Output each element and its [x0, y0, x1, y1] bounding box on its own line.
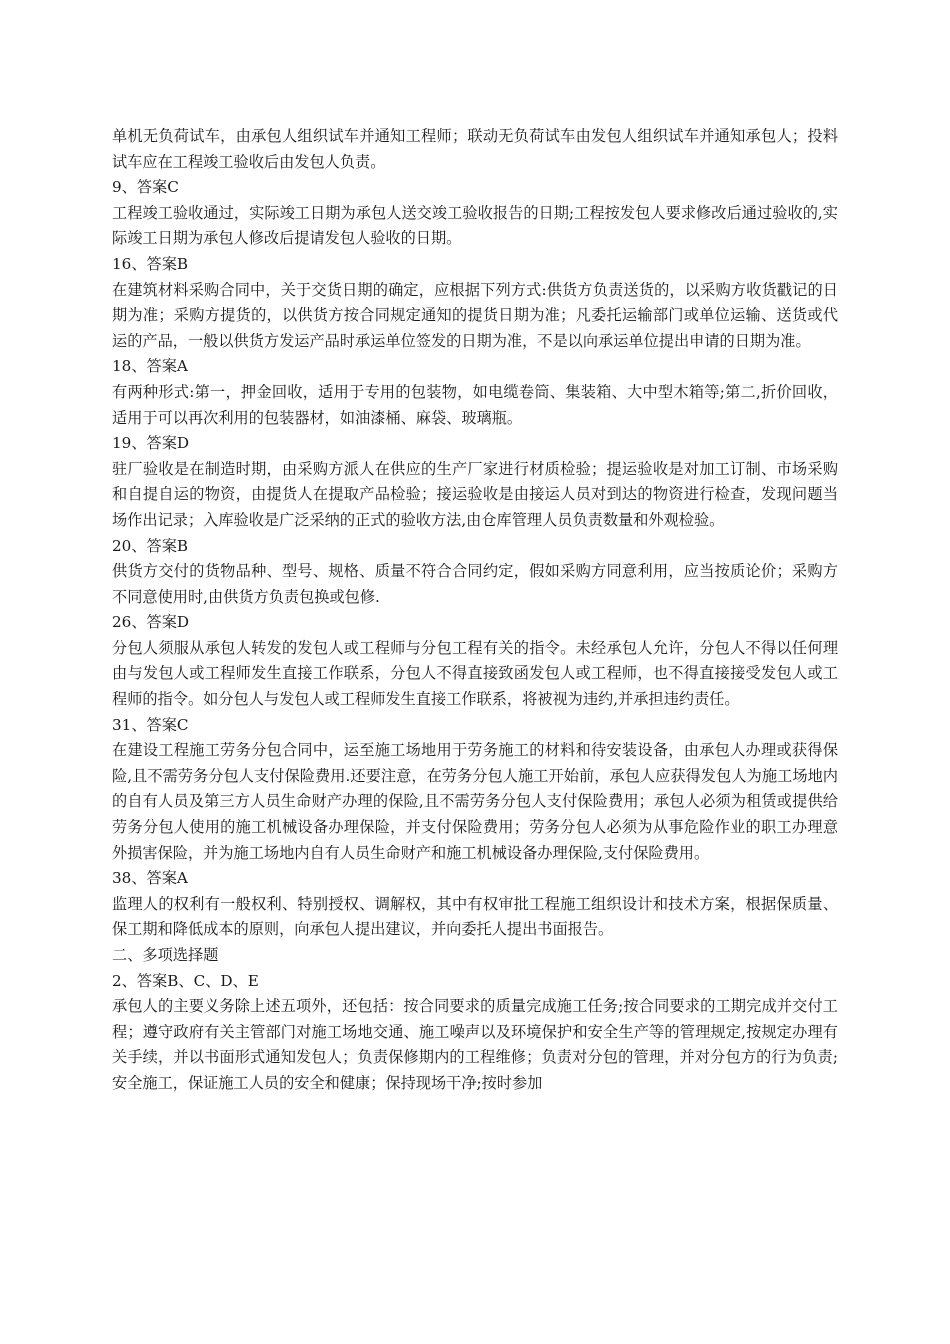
answer-heading: 26、答案D [112, 613, 190, 632]
answer-paragraph: 工程竣工验收通过，实际竣工日期为承包人送交竣工验收报告的日期;工程按发包人要求修改后通过验收的,实际竣工日期为承包人修改后提请发包人验收的日期。 [112, 203, 838, 248]
answer-paragraph: 在建设工程施工劳务分包合同中，运至施工场地用于劳务施工的材料和待安装设备，由承包人办理或获得保险,且不需劳务分包人支付保险费用.还要注意，在劳务分包人施工开始前，承包人应获得发包人为施工场地内的自有人员及第三方人员生命财产办理的保险,且不需劳务分包人支付保险费用；承包人必须为租赁或提供给劳务分包人使用的施工机械设备办理保险，并支付保险费用；劳务分包人必须为从事危险作业的职工办理意外损害保险，并为施工场地内自有人员生命财产和施工机械设备办理保险,支付保险费用。 [112, 741, 838, 862]
answer-paragraph: 有两种形式:第一，押金回收，适用于专用的包装物，如电缆卷筒、集装箱、大中型木箱等;第二,折价回收，适用于可以再次利用的包装器材，如油漆桶、麻袋、玻璃瓶。 [112, 382, 838, 427]
answer-heading: 9、答案C [112, 178, 179, 197]
answer-heading: 18、答案A [112, 357, 188, 376]
answer-paragraph: 单机无负荷试车，由承包人组织试车并通知工程师；联动无负荷试车由发包人组织试车并通知承包人；投料试车应在工程竣工验收后由发包人负责。 [112, 127, 838, 171]
answer-heading: 19、答案D [112, 434, 190, 453]
answer-heading: 16、答案B [112, 254, 189, 273]
answer-paragraph: 驻厂验收是在制造时期，由采购方派人在供应的生产厂家进行材质检验；提运验收是对加工订制、市场采购和自提自运的物资，由提货人在提取产品检验；接运验收是由接运人员对到达的物资进行检查，发现问题当场作出记录；入库验收是广泛采纳的正式的验收方法,由仓库管理人员负责数量和外观检验。 [112, 459, 838, 529]
document-body [112, 124, 838, 1097]
answer-heading: 20、答案B [112, 536, 189, 555]
section-heading: 二、多项选择题 [112, 946, 219, 964]
answer-paragraph: 监理人的权利有一般权利、特别授权、调解权，其中有权审批工程施工组织设计和技术方案，根据保质量、保工期和降低成本的原则，向承包人提出建议，并向委托人提出书面报告。 [112, 894, 838, 939]
answer-heading: 31、答案C [112, 715, 189, 734]
answer-paragraph: 承包人的主要义务除上述五项外，还包括：按合同要求的质量完成施工任务;按合同要求的工期完成并交付工程；遵守政府有关主管部门对施工场地交通、施工噪声以及环境保护和安全生产等的管理规定,按规定办理有关手续，并以书面形式通知发包人；负责保修期内的工程维修；负责对分包的管理，并对分包方的行为负责;安全施工，保证施工人员的安全和健康；保持现场干净;按时参加 [112, 997, 838, 1092]
answer-heading: 2、答案B、C、D、E [112, 971, 259, 990]
answer-paragraph: 分包人须服从承包人转发的发包人或工程师与分包工程有关的指令。未经承包人允许，分包人不得以任何理由与发包人或工程师发生直接工作联系，分包人不得直接致函发包人或工程师，也不得直接接受发包人或工程师的指令。如分包人与发包人或工程师发生直接工作联系，将被视为违约,并承担违约责任。 [112, 638, 838, 709]
answer-heading: 38、答案A [112, 869, 188, 888]
answer-paragraph: 在建筑材料采购合同中，关于交货日期的确定，应根据下列方式:供货方负责送货的，以采购方收货戳记的日期为准；采购方提货的，以供货方按合同规定通知的提货日期为准；凡委托运输部门或单位运输、送货或代运的产品，一般以供货方发运产品时承运单位签发的日期为准，不是以向承运单位提出申请的日期为准。 [112, 280, 838, 350]
answer-paragraph: 供货方交付的货物品种、型号、规格、质量不符合合同约定，假如采购方同意利用，应当按质论价；采购方不同意使用时,由供货方负责包换或包修. [112, 562, 838, 606]
